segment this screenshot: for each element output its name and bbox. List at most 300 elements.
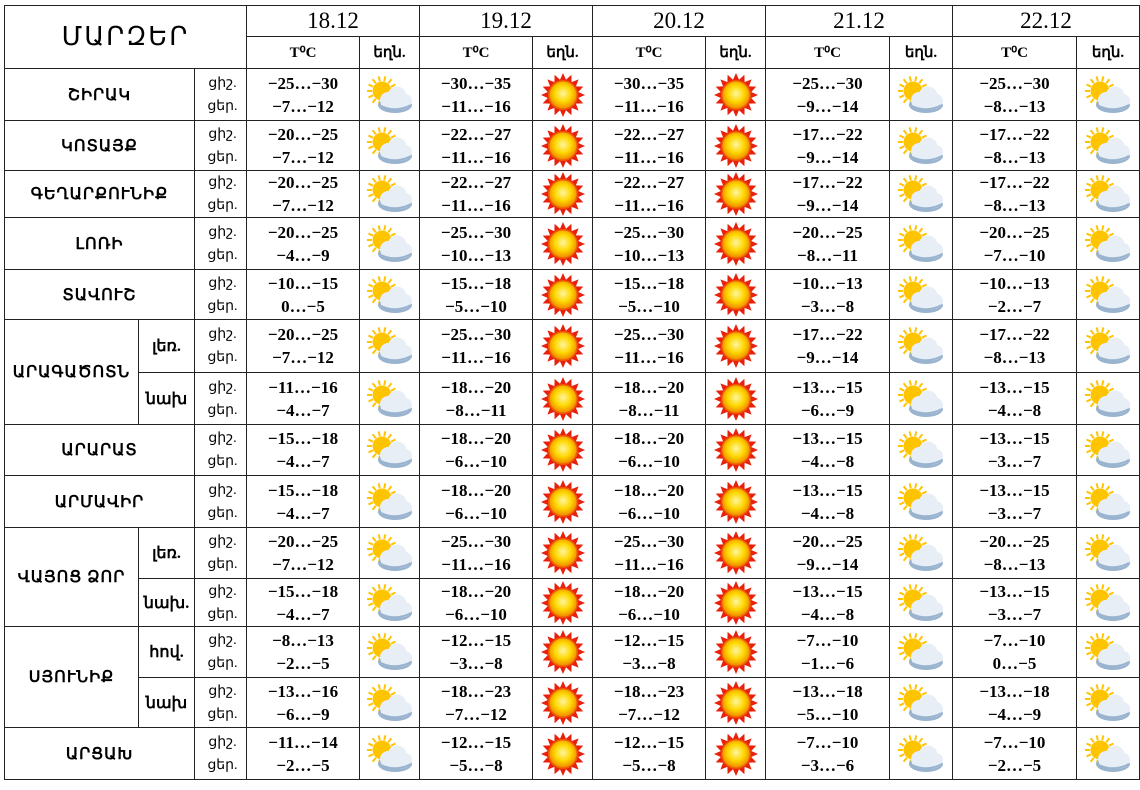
day-temp: −9…−14 xyxy=(796,348,859,367)
temp-cell xyxy=(420,425,533,476)
night-temp: −18…−20 xyxy=(440,480,512,500)
sun-cloud-icon xyxy=(1077,75,1139,115)
weather-icon-cell xyxy=(360,476,420,528)
day-temp: −8…−11 xyxy=(445,400,507,420)
sun-cloud-icon xyxy=(1077,632,1139,672)
sun-cloud-icon xyxy=(1077,126,1139,166)
sun-icon xyxy=(706,72,765,118)
weather-icon-cell xyxy=(890,528,953,579)
temp-cell xyxy=(593,320,706,373)
day-temp: −7…−12 xyxy=(272,147,334,167)
weather-icon-cell xyxy=(533,678,593,728)
day-temp: −4…−7 xyxy=(276,400,330,420)
night-temp: −22…−27 xyxy=(440,173,512,192)
date-header: 21.12 xyxy=(766,6,953,37)
sun-cloud-icon xyxy=(890,430,952,470)
night-temp: −20…−25 xyxy=(267,124,339,144)
night-temp: −18…−20 xyxy=(613,581,685,601)
weather-icon-cell xyxy=(706,528,766,579)
temp-cell xyxy=(420,579,533,627)
region-name: ԿՈՏԱՅՔ xyxy=(5,121,195,171)
day-night-labels xyxy=(195,218,247,270)
temp-cell xyxy=(247,218,360,270)
night-temp: −10…−13 xyxy=(979,273,1050,293)
weather-icon-cell xyxy=(706,627,766,678)
day-temp: −7…−10 xyxy=(983,245,1046,265)
sun-cloud-icon xyxy=(360,75,419,115)
temp-cell xyxy=(593,728,706,780)
temp-cell xyxy=(420,728,533,780)
weather-icon-cell xyxy=(1077,171,1140,218)
temp-cell xyxy=(766,218,890,270)
night-temp: −17…−22 xyxy=(792,325,863,344)
weather-icon-cell xyxy=(360,69,420,121)
day-label: ցիշ. xyxy=(208,734,237,750)
temp-cell xyxy=(593,627,706,678)
day-temp: −7…−12 xyxy=(618,704,680,724)
date-header: 19.12 xyxy=(420,6,593,37)
sun-cloud-icon xyxy=(890,583,952,623)
weather-icon-cell xyxy=(890,270,953,320)
night-temp: −20…−25 xyxy=(267,173,339,192)
weather-icon-cell xyxy=(533,270,593,320)
weather-icon-cell xyxy=(1077,728,1140,780)
night-temp: −17…−22 xyxy=(979,325,1050,344)
night-temp: −18…−20 xyxy=(440,581,512,601)
sun-cloud-icon xyxy=(360,379,419,419)
night-temp: −7…−10 xyxy=(983,631,1046,650)
regions-header: ՄԱՐԶԵՐ xyxy=(5,6,247,69)
temp-cell xyxy=(766,425,890,476)
sun-cloud-icon xyxy=(360,430,419,470)
night-temp: −7…−10 xyxy=(983,732,1046,752)
night-temp: −25…−30 xyxy=(440,222,512,242)
subregion-label: նախ xyxy=(139,678,195,728)
night-temp: −13…−16 xyxy=(267,681,339,701)
weather-icon-cell xyxy=(890,320,953,373)
table-row xyxy=(5,121,1140,171)
temp-cell xyxy=(766,579,890,627)
night-temp: −13…−15 xyxy=(979,429,1050,448)
weather-icon-cell xyxy=(533,627,593,678)
day-temp: −6…−9 xyxy=(800,400,855,420)
night-temp: −7…−10 xyxy=(796,631,859,650)
sun-icon xyxy=(533,680,592,726)
sun-cloud-icon xyxy=(360,482,419,522)
temp-cell xyxy=(247,171,360,218)
temp-col-header: T⁰C xyxy=(953,37,1077,69)
temp-cell xyxy=(953,528,1077,579)
night-label: ցեր. xyxy=(207,505,238,521)
night-label: ցեր. xyxy=(207,98,238,114)
region-name: ՇԻՐԱԿ xyxy=(5,69,195,121)
night-temp: −12…−15 xyxy=(440,732,512,752)
temp-cell xyxy=(247,69,360,121)
sun-cloud-icon xyxy=(1077,275,1139,315)
temp-cell xyxy=(420,121,533,171)
forecast-table xyxy=(4,5,1140,780)
weather-icon-cell xyxy=(890,171,953,218)
day-temp: −10…−13 xyxy=(440,245,512,265)
day-temp: −4…−8 xyxy=(987,400,1042,420)
temp-cell xyxy=(247,320,360,373)
sun-icon xyxy=(706,530,765,576)
weather-icon-cell xyxy=(533,528,593,579)
night-temp: −18…−23 xyxy=(440,681,512,701)
day-temp: −6…−10 xyxy=(445,604,507,624)
night-temp: −18…−20 xyxy=(440,377,512,397)
weather-icon-cell xyxy=(706,171,766,218)
temp-cell xyxy=(953,678,1077,728)
day-temp: −7…−12 xyxy=(272,96,334,116)
subregion-label: հով. xyxy=(139,627,195,678)
sun-icon xyxy=(706,427,765,473)
night-label: ցեր. xyxy=(207,298,238,314)
temp-cell xyxy=(420,69,533,121)
sun-icon xyxy=(706,580,765,626)
temp-cell xyxy=(247,627,360,678)
weather-icon-cell xyxy=(360,528,420,579)
day-temp: −11…−16 xyxy=(441,96,511,116)
temp-cell xyxy=(953,728,1077,780)
temp-cell xyxy=(953,320,1077,373)
table-row xyxy=(5,728,1140,780)
day-label: ցիշ. xyxy=(208,379,237,395)
temp-cell xyxy=(766,121,890,171)
sun-cloud-icon xyxy=(360,275,419,315)
temp-cell xyxy=(247,728,360,780)
weather-icon-cell xyxy=(533,320,593,373)
temp-cell xyxy=(953,425,1077,476)
temp-cell xyxy=(420,627,533,678)
sun-icon xyxy=(706,479,765,525)
sun-icon xyxy=(533,272,592,318)
night-temp: −25…−30 xyxy=(613,222,685,242)
night-temp: −15…−18 xyxy=(267,429,339,448)
day-temp: −11…−16 xyxy=(614,147,684,167)
region-name: ԳԵՂԱՐՔՈՒՆԻՔ xyxy=(5,171,195,218)
night-temp: −20…−25 xyxy=(267,532,339,551)
day-night-labels xyxy=(195,270,247,320)
day-temp: −2…−5 xyxy=(987,755,1042,775)
sun-cloud-icon xyxy=(1077,533,1139,573)
day-temp: −2…−7 xyxy=(987,296,1042,316)
temp-cell xyxy=(593,579,706,627)
day-temp: −11…−16 xyxy=(441,348,511,367)
region-name: ԱՐՄԱՎԻՐ xyxy=(5,476,195,528)
sun-icon xyxy=(533,376,592,422)
day-temp: −5…−10 xyxy=(796,704,859,724)
sun-cloud-icon xyxy=(890,533,952,573)
night-temp: −20…−25 xyxy=(267,325,339,344)
weather-icon-cell xyxy=(890,728,953,780)
region-name: ՏԱՎՈՒՇ xyxy=(5,270,195,320)
temp-cell xyxy=(247,121,360,171)
night-temp: −25…−30 xyxy=(613,532,685,551)
weather-icon-cell xyxy=(706,121,766,171)
day-temp: −4…−8 xyxy=(800,604,855,624)
sun-icon xyxy=(533,731,592,777)
night-temp: −18…−20 xyxy=(613,429,685,448)
night-temp: −12…−15 xyxy=(613,732,685,752)
temp-cell xyxy=(766,528,890,579)
sun-icon xyxy=(533,629,592,675)
weather-col-header: եղն. xyxy=(360,37,420,69)
region-name: ԱՐՑԱԽ xyxy=(5,728,195,780)
sun-cloud-icon xyxy=(1077,224,1139,264)
night-temp: −13…−18 xyxy=(792,681,863,701)
day-temp: −9…−14 xyxy=(796,555,859,574)
region-name: ՍՅՈՒՆԻՔ xyxy=(5,627,139,728)
night-temp: −20…−25 xyxy=(979,532,1050,551)
day-temp: −11…−16 xyxy=(441,196,511,215)
day-label: ցիշ. xyxy=(208,224,237,240)
night-temp: −17…−22 xyxy=(979,173,1050,192)
night-temp: −13…−15 xyxy=(979,480,1050,500)
weather-icon-cell xyxy=(360,728,420,780)
day-temp: −6…−10 xyxy=(618,452,680,471)
temp-cell xyxy=(247,425,360,476)
table-row xyxy=(5,69,1140,121)
temp-cell xyxy=(247,270,360,320)
day-night-labels xyxy=(195,579,247,627)
sun-icon xyxy=(706,272,765,318)
weather-icon-cell xyxy=(1077,476,1140,528)
night-label: ցեր. xyxy=(207,149,238,165)
weather-icon-cell xyxy=(533,476,593,528)
day-label: ցիշ. xyxy=(208,583,237,599)
weather-icon-cell xyxy=(890,678,953,728)
sun-icon xyxy=(706,376,765,422)
day-temp: −3…−8 xyxy=(622,654,676,673)
day-temp: −5…−8 xyxy=(449,755,503,775)
sun-cloud-icon xyxy=(1077,174,1139,214)
night-temp: −12…−15 xyxy=(613,631,685,650)
day-temp: 0…−5 xyxy=(281,296,325,316)
sun-cloud-icon xyxy=(360,174,419,214)
table-row xyxy=(5,528,1140,579)
night-label: ցեր. xyxy=(207,454,238,469)
weather-icon-cell xyxy=(706,425,766,476)
temp-col-header: T⁰C xyxy=(247,37,360,69)
weather-icon-cell xyxy=(533,218,593,270)
weather-icon-cell xyxy=(1077,425,1140,476)
day-night-labels xyxy=(195,320,247,373)
day-night-labels xyxy=(195,528,247,579)
day-temp: −3…−7 xyxy=(987,604,1042,624)
night-temp: −18…−20 xyxy=(613,480,685,500)
night-label: ցեր. xyxy=(207,606,238,622)
sun-cloud-icon xyxy=(890,379,952,419)
weather-icon-cell xyxy=(533,579,593,627)
night-temp: −15…−18 xyxy=(613,273,685,293)
day-temp: −7…−12 xyxy=(272,555,334,574)
day-temp: −7…−12 xyxy=(272,196,334,215)
night-temp: −17…−22 xyxy=(792,173,863,192)
sun-icon xyxy=(706,629,765,675)
day-temp: −4…−8 xyxy=(800,452,855,471)
sun-cloud-icon xyxy=(360,734,419,774)
weather-icon-cell xyxy=(533,373,593,425)
sun-cloud-icon xyxy=(890,126,952,166)
date-header: 20.12 xyxy=(593,6,766,37)
weather-icon-cell xyxy=(360,171,420,218)
day-temp: −4…−7 xyxy=(276,604,330,624)
temp-cell xyxy=(766,476,890,528)
weather-icon-cell xyxy=(706,728,766,780)
temp-cell xyxy=(953,579,1077,627)
night-temp: −30…−35 xyxy=(440,73,512,93)
temp-cell xyxy=(766,320,890,373)
night-temp: −18…−20 xyxy=(613,377,685,397)
day-label: ցիշ. xyxy=(208,534,237,549)
day-temp: −6…−10 xyxy=(618,503,680,523)
temp-cell xyxy=(766,373,890,425)
temp-cell xyxy=(593,373,706,425)
weather-icon-cell xyxy=(890,627,953,678)
night-label: ցեր. xyxy=(207,247,238,263)
night-label: ցեր. xyxy=(207,350,238,365)
weather-icon-cell xyxy=(1077,270,1140,320)
day-night-labels xyxy=(195,69,247,121)
weather-icon-cell xyxy=(360,121,420,171)
day-temp: −7…−12 xyxy=(445,704,507,724)
day-night-labels xyxy=(195,678,247,728)
temp-cell xyxy=(766,678,890,728)
night-temp: −10…−15 xyxy=(267,273,339,293)
night-temp: −25…−30 xyxy=(440,325,512,344)
temp-cell xyxy=(593,528,706,579)
subregion-label: նախ xyxy=(139,373,195,425)
temp-cell xyxy=(593,678,706,728)
weather-icon-cell xyxy=(360,218,420,270)
sun-cloud-icon xyxy=(360,683,419,723)
sun-cloud-icon xyxy=(1077,583,1139,623)
night-temp: −11…−16 xyxy=(268,377,338,397)
temp-cell xyxy=(247,579,360,627)
subregion-label: նախ. xyxy=(139,579,195,627)
weather-icon-cell xyxy=(706,373,766,425)
sun-icon xyxy=(706,680,765,726)
temp-cell xyxy=(420,373,533,425)
weather-col-header: եղն. xyxy=(706,37,766,69)
day-label: ցիշ. xyxy=(208,175,237,190)
night-temp: −7…−10 xyxy=(796,732,859,752)
weather-icon-cell xyxy=(1077,320,1140,373)
day-temp: −11…−16 xyxy=(614,348,684,367)
temp-cell xyxy=(766,627,890,678)
day-temp: −3…−6 xyxy=(800,755,855,775)
day-temp: −9…−14 xyxy=(796,196,859,215)
day-temp: −8…−11 xyxy=(618,400,680,420)
day-label: ցիշ. xyxy=(208,431,237,446)
temp-cell xyxy=(953,121,1077,171)
night-temp: −13…−18 xyxy=(979,681,1050,701)
weather-icon-cell xyxy=(890,218,953,270)
weather-icon-cell xyxy=(706,476,766,528)
temp-cell xyxy=(247,373,360,425)
temp-cell xyxy=(953,476,1077,528)
weather-icon-cell xyxy=(1077,373,1140,425)
day-temp: −5…−8 xyxy=(622,755,676,775)
day-temp: −11…−16 xyxy=(441,147,511,167)
day-temp: −5…−10 xyxy=(445,296,507,316)
sun-icon xyxy=(533,123,592,169)
night-label: ցեր. xyxy=(207,557,238,572)
temp-cell xyxy=(593,171,706,218)
day-night-labels xyxy=(195,373,247,425)
day-temp: −8…−13 xyxy=(983,96,1046,116)
temp-cell xyxy=(420,528,533,579)
sun-cloud-icon xyxy=(890,174,952,214)
night-temp: −25…−30 xyxy=(792,73,863,93)
temp-cell xyxy=(593,476,706,528)
day-label: ցիշ. xyxy=(208,683,237,699)
table-row xyxy=(5,270,1140,320)
night-label: ցեր. xyxy=(207,402,238,418)
sun-icon xyxy=(706,171,765,217)
table-row xyxy=(5,373,1140,425)
day-temp: −8…−13 xyxy=(983,147,1046,167)
sun-cloud-icon xyxy=(1077,430,1139,470)
night-temp: −22…−27 xyxy=(613,124,685,144)
day-temp: −6…−10 xyxy=(445,503,507,523)
temp-cell xyxy=(766,171,890,218)
sun-cloud-icon xyxy=(890,275,952,315)
temp-cell xyxy=(420,678,533,728)
sun-cloud-icon xyxy=(360,224,419,264)
night-temp: −18…−20 xyxy=(440,429,512,448)
day-temp: −2…−5 xyxy=(276,654,330,673)
weather-icon-cell xyxy=(533,728,593,780)
weather-col-header: եղն. xyxy=(890,37,953,69)
weather-icon-cell xyxy=(360,579,420,627)
sun-cloud-icon xyxy=(360,326,419,366)
temp-cell xyxy=(420,218,533,270)
day-temp: −4…−7 xyxy=(276,452,330,471)
day-temp: −4…−8 xyxy=(800,503,855,523)
day-temp: −5…−10 xyxy=(618,296,680,316)
weather-icon-cell xyxy=(1077,528,1140,579)
table-row xyxy=(5,320,1140,373)
night-temp: −25…−30 xyxy=(440,532,512,551)
temp-cell xyxy=(247,528,360,579)
sun-icon xyxy=(533,479,592,525)
weather-icon-cell xyxy=(890,121,953,171)
sun-cloud-icon xyxy=(890,224,952,264)
subregion-label: լեռ. xyxy=(139,528,195,579)
weather-icon-cell xyxy=(890,425,953,476)
sun-icon xyxy=(533,72,592,118)
day-night-labels xyxy=(195,728,247,780)
temp-cell xyxy=(593,270,706,320)
subregion-label: լեռ. xyxy=(139,320,195,373)
day-label: ցիշ. xyxy=(208,482,237,498)
day-night-labels xyxy=(195,476,247,528)
day-label: ցիշ. xyxy=(208,275,237,291)
temp-cell xyxy=(420,320,533,373)
weather-icon-cell xyxy=(360,425,420,476)
day-night-labels xyxy=(195,627,247,678)
night-temp: −11…−14 xyxy=(268,732,338,752)
sun-cloud-icon xyxy=(890,482,952,522)
temp-cell xyxy=(247,678,360,728)
weather-icon-cell xyxy=(890,69,953,121)
day-label: ցիշ. xyxy=(208,75,237,91)
day-temp: −10…−13 xyxy=(613,245,685,265)
weather-icon-cell xyxy=(1077,627,1140,678)
weather-icon-cell xyxy=(890,476,953,528)
